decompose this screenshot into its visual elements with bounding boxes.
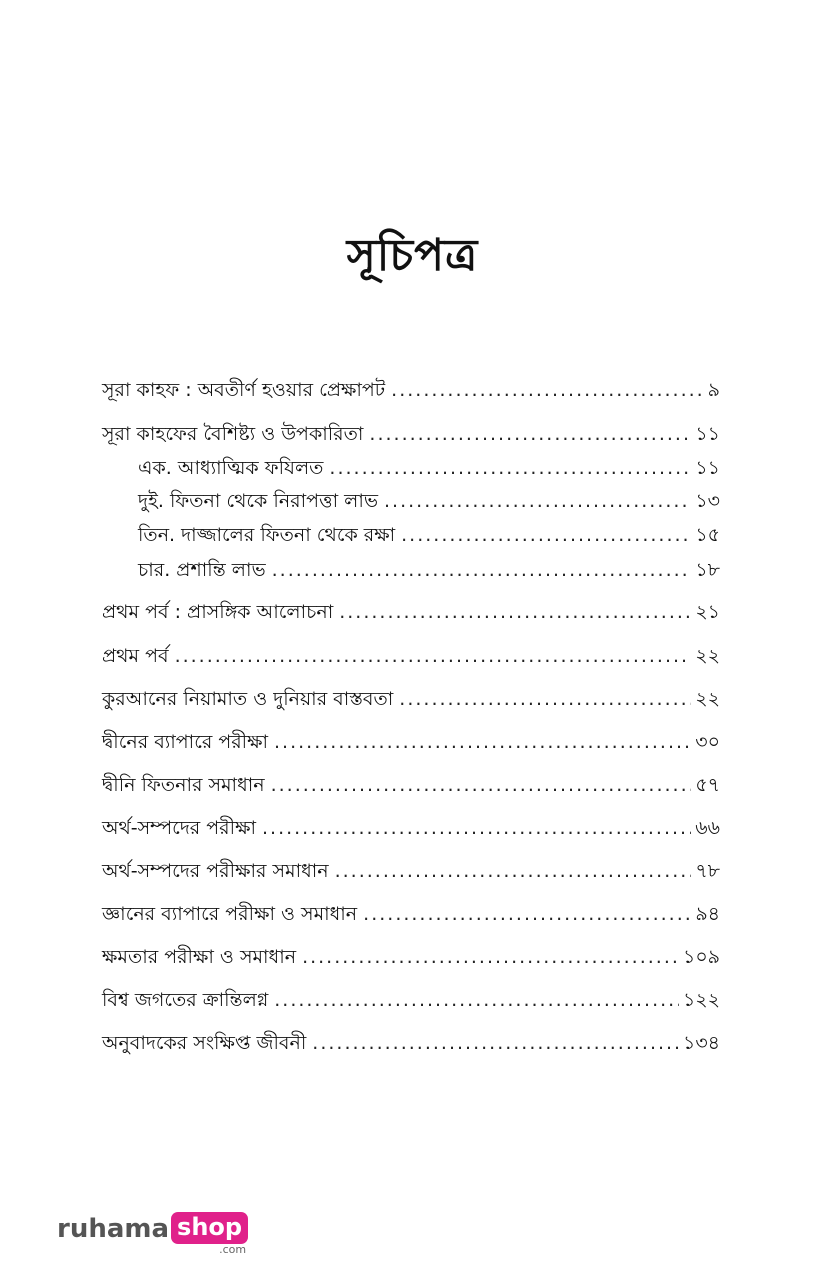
toc-entry-page: ১০৯ (682, 946, 720, 968)
toc-dot-leader (369, 421, 691, 447)
toc-dot-leader (312, 1030, 679, 1056)
toc-subentry[interactable] (138, 522, 720, 548)
toc-dot-leader (272, 557, 692, 583)
toc-entry-page: ১১ (695, 423, 720, 445)
toc-entry-page: ২১ (695, 601, 720, 623)
page-title: সূচিপত্র (346, 230, 479, 281)
toc-dot-leader (262, 815, 691, 841)
ruhamashop-logo (57, 1212, 248, 1256)
toc-entry-label: এক. আধ্যাত্মিক ফযিলত (138, 457, 324, 479)
toc-entry-label: তিন. দাজ্জালের ফিতনা থেকে রক্ষা (138, 524, 396, 546)
toc-entry-page: ৩০ (695, 731, 720, 753)
toc-subentry[interactable] (138, 488, 720, 514)
toc-entry-page: ১৩ (695, 490, 720, 512)
toc-dot-leader (391, 377, 704, 403)
toc-dot-leader (399, 686, 691, 712)
toc-entry[interactable] (102, 858, 720, 884)
toc-entry-label: চার. প্রশান্তি লাভ (138, 559, 266, 581)
toc-entry-page: ২২ (695, 645, 720, 667)
toc-entry-label: প্রথম পর্ব (102, 645, 169, 667)
toc-entry-label: সূরা কাহফ : অবতীর্ণ হওয়ার প্রেক্ষাপট (102, 379, 386, 401)
toc-entry[interactable] (102, 987, 720, 1013)
toc-dot-leader (271, 772, 692, 798)
toc-entry[interactable] (102, 729, 720, 755)
toc-subentry[interactable] (138, 557, 720, 583)
logo-suffix: .com (219, 1243, 247, 1256)
toc-dot-leader (274, 987, 679, 1013)
toc-dot-leader (401, 522, 691, 548)
toc-entry-label: প্রথম পর্ব : প্রাসঙ্গিক আলোচনা (102, 601, 334, 623)
toc-entry[interactable] (102, 421, 720, 447)
toc-dot-leader (363, 901, 691, 927)
toc-entry-label: সূরা কাহফের বৈশিষ্ট্য ও উপকারিতা (102, 423, 364, 445)
toc-entry-label: জ্ঞানের ব্যাপারে পরীক্ষা ও সমাধান (102, 903, 358, 925)
toc-dot-leader (329, 455, 691, 481)
toc-entry[interactable] (102, 377, 720, 403)
toc-entry-label: দ্বীনি ফিতনার সমাধান (102, 774, 265, 796)
toc-entry[interactable] (102, 686, 720, 712)
toc-entry-label: দুই. ফিতনা থেকে নিরাপত্তা লাভ (138, 490, 378, 512)
toc-entry-page: ১১ (695, 457, 720, 479)
toc-entry[interactable] (102, 772, 720, 798)
toc-entry-page: ৫৭ (695, 774, 720, 796)
toc-entry[interactable] (102, 643, 720, 669)
logo-word-ruhama: ruhama (57, 1214, 170, 1244)
logo-shop-badge (171, 1212, 248, 1256)
toc-dot-leader (335, 858, 692, 884)
toc-dot-leader (384, 488, 691, 514)
toc-entry[interactable] (102, 815, 720, 841)
toc-entry-label: দ্বীনের ব্যাপারে পরীক্ষা (102, 731, 269, 753)
toc-entry-label: বিশ্ব জগতের ক্রান্তিলগ্ন (102, 989, 269, 1011)
logo-word-shop: shop (171, 1212, 248, 1244)
toc-entry-page: ১৫ (695, 524, 720, 546)
toc-entry-label: অনুবাদকের সংক্ষিপ্ত জীবনী (102, 1032, 307, 1054)
toc-entry-page: ১২২ (682, 989, 720, 1011)
toc-entry-page: ৭৮ (695, 860, 720, 882)
toc-entry-label: অর্থ-সম্পদের পরীক্ষার সমাধান (102, 860, 329, 882)
toc-entry-page: ৯ (707, 379, 720, 401)
toc-entry-label: কুরআনের নিয়ামাত ও দুনিয়ার বাস্তবতা (102, 688, 394, 710)
toc-entry-page: ১৮ (695, 559, 720, 581)
toc-entry-page: ১৩৪ (682, 1032, 720, 1054)
toc-dot-leader (274, 729, 691, 755)
toc-dot-leader (302, 944, 679, 970)
toc-entry[interactable] (102, 1030, 720, 1056)
toc-entry-label: অর্থ-সম্পদের পরীক্ষা (102, 817, 256, 839)
toc-entry-page: ৬৬ (695, 817, 720, 839)
toc-entry[interactable] (102, 901, 720, 927)
toc-dot-leader (175, 643, 692, 669)
toc-entry[interactable] (102, 944, 720, 970)
toc-subentry[interactable] (138, 455, 720, 481)
toc-dot-leader (339, 599, 691, 625)
toc-entry-label: ক্ষমতার পরীক্ষা ও সমাধান (102, 946, 297, 968)
toc-entry-page: ২২ (695, 688, 720, 710)
toc-entry[interactable] (102, 599, 720, 625)
toc-entry-page: ৯৪ (695, 903, 720, 925)
